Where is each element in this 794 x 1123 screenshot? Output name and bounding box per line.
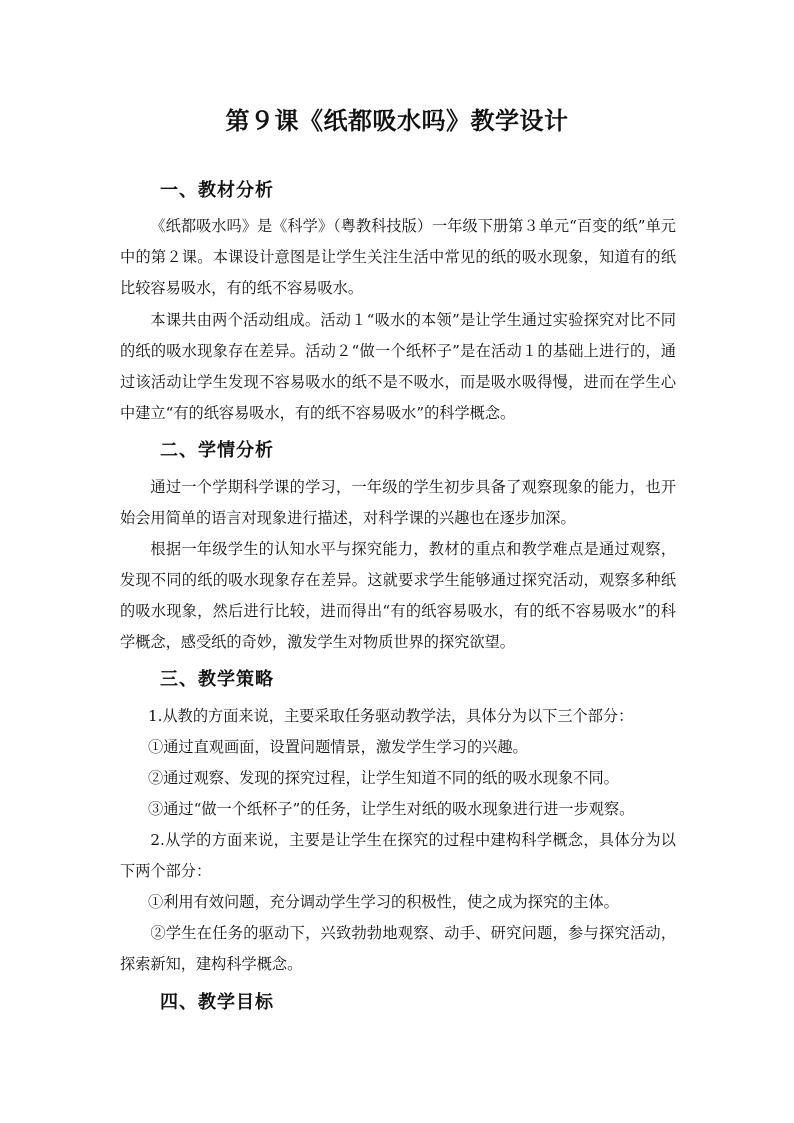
list-item: 1.从教的方面来说，主要采取任务驱动教学法，具体分为以下三个部分：	[148, 707, 634, 725]
list-item: ①通过直观画面，设置问题情景，激发学生学习的兴趣。	[148, 738, 528, 756]
paragraph: 通过一个学期科学课的学习，一年级的学生初步具备了观察现象的能力，也开始会用简单的语言对现象进行描述，对科学课的兴趣也在逐步加深。	[120, 478, 676, 527]
list-item: ②通过观察、发现的探究过程，让学生知道不同的纸的吸水现象不同。	[148, 769, 619, 787]
paragraph: 《纸都吸水吗》是《科学》（粤教科技版）一年级下册第３单元“百变的纸”单元中的第２课。本课设计意图是让学生关注生活中常见的纸的吸水现象，知道有的纸比较容易吸水，有的纸不容易吸水。	[120, 217, 676, 297]
section-heading-textbook-analysis: 一、教材分析	[160, 180, 274, 201]
paragraph: 根据一年级学生的认知水平与探究能力，教材的重点和教学难点是通过观察，发现不同的纸的吸水现象存在差异。这就要求学生能够通过探究活动，观察多种纸的吸水现象，然后进行比较，进而得出“有的纸容易吸水，有的纸不容易吸水”的科学概念，感受纸的奇妙，激发学生对物质世界的探究欲望。	[120, 540, 676, 651]
paragraph: 本课共由两个活动组成。活动１“吸水的本领”是让学生通过实验探究对比不同的纸的吸水现象存在差异。活动２“做一个纸杯子”是在活动１的基础上进行的，通过该活动让学生发现不容易吸水的纸不是不吸水，而是吸水吸得慢，进而在学生心中建立“有的纸容易吸水，有的纸不容易吸水”的科学概念。	[120, 311, 676, 422]
page-title: 第９课《纸都吸水吗》教学设计	[225, 106, 569, 135]
section-heading-teaching-strategy: 三、教学策略	[160, 669, 274, 690]
section-heading-student-analysis: 二、学情分析	[160, 440, 274, 461]
paragraph: ②学生在任务的驱动下，兴致勃勃地观察、动手、研究问题，参与探究活动，探索新知，建构科学概念。	[120, 924, 676, 973]
list-item: ③通过“做一个纸杯子”的任务，让学生对纸的吸水现象进行进一步观察。	[148, 800, 635, 818]
section-heading-teaching-objectives: 四、教学目标	[160, 992, 274, 1013]
list-item: ①利用有效问题，充分调动学生学习的积极性，使之成为探究的主体。	[148, 893, 619, 911]
paragraph: 2.从学的方面来说，主要是让学生在探究的过程中建构科学概念，具体分为以下两个部分：	[120, 831, 676, 880]
